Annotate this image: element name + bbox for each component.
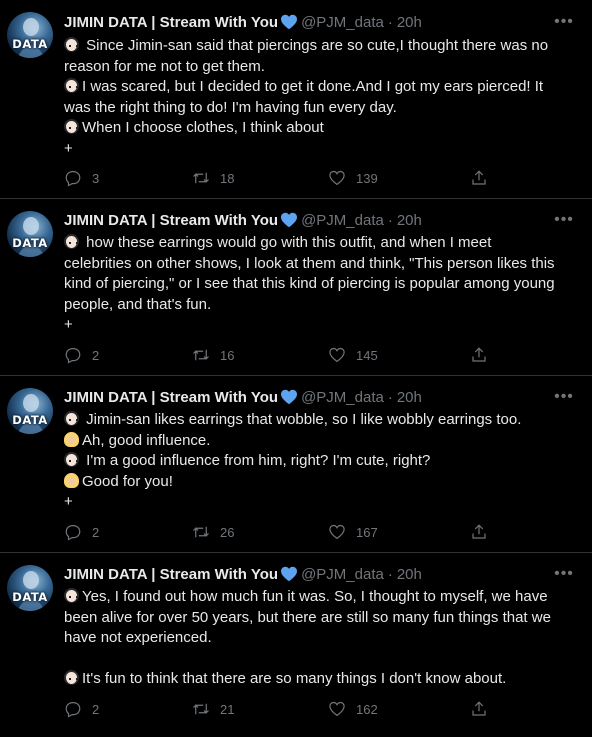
tweet-header [64,564,552,584]
reply-button[interactable] [64,345,99,365]
girl-emoji-icon [64,234,79,249]
text-line: I was scared, but I decided to get it done.And I got my ears pierced! It [64,77,576,98]
avatar[interactable] [7,211,53,257]
avatar-figure-icon [7,12,53,58]
text-line: + [64,139,73,157]
retweet-count: 21 [220,701,235,717]
tweet-actions [64,699,494,719]
timestamp[interactable]: 20h [396,565,422,583]
retweet-icon [192,523,210,541]
tweet[interactable] [0,553,592,737]
tweet-text [64,587,576,690]
reply-count: 3 [92,170,100,186]
reply-button[interactable] [64,522,99,542]
heart-icon [328,523,346,541]
retweet-count: 26 [220,524,235,540]
text-line: people, and that's fun. [64,295,212,313]
author-name[interactable]: JIMIN DATA | Stream With You [64,388,279,406]
like-count: 145 [356,347,378,363]
timestamp[interactable]: 20h [396,388,422,406]
author-handle[interactable]: @PJM_data [301,565,384,583]
text-line: been alive for over 50 years, but there are still so many fun things that we [64,608,551,626]
retweet-count: 18 [220,170,235,186]
like-button[interactable] [328,699,378,719]
author-handle[interactable]: @PJM_data [301,388,384,406]
more-options-icon[interactable]: ••• [554,388,574,405]
girl-emoji-icon [64,588,79,603]
heart-icon [328,346,346,364]
share-icon [470,523,488,541]
more-options-icon[interactable]: ••• [554,13,574,30]
retweet-icon [192,346,210,364]
retweet-button[interactable] [192,522,234,542]
author-name[interactable]: JIMIN DATA | Stream With You [64,565,279,583]
text-line [64,649,576,670]
tweet[interactable] [0,0,592,199]
girl-emoji-icon [64,452,79,467]
tweet-text [64,36,576,159]
girl-emoji-icon [64,411,79,426]
timestamp[interactable]: 20h [396,13,422,31]
text-line: I'm a good influence from him, right? I'm cute, right? [64,451,576,472]
share-icon [470,169,488,187]
tweet-header [64,387,552,407]
avatar-label: DATA [12,413,48,427]
text-line: reason for me not to get them. [64,57,265,75]
tweet-header [64,210,552,230]
reply-button[interactable] [64,699,99,719]
avatar-label: DATA [12,236,48,250]
text-line: + [64,493,73,510]
reply-icon [64,523,82,541]
author-handle[interactable]: @PJM_data [301,211,384,229]
share-button[interactable] [470,699,488,719]
tweet-text [64,410,576,513]
girl-emoji-icon [64,78,79,93]
blue-heart-icon [280,212,298,228]
retweet-icon [192,169,210,187]
text-line: + [64,316,73,333]
reply-count: 2 [92,524,100,540]
text-line: When I choose clothes, I think about [64,118,576,139]
like-button[interactable] [328,522,378,542]
reply-count: 2 [92,347,100,363]
text-line: how these earrings would go with this outfit, and when I meet [64,233,576,254]
retweet-icon [192,700,210,718]
text-line: kind of piercing," or I see that this kind of piercing is popular among young [64,275,555,292]
text-line: Since Jimin-san said that piercings are so cute,I thought there was no [64,36,576,57]
share-button[interactable] [470,522,488,542]
separator: · [387,13,393,31]
blue-heart-icon [280,389,298,405]
heart-icon [328,700,346,718]
like-count: 162 [356,701,378,717]
avatar-figure-icon [7,211,53,257]
separator: · [387,388,393,406]
share-icon [470,700,488,718]
tweet-header [64,12,552,32]
tweet-text [64,233,576,336]
text-line: Jimin-san likes earrings that wobble, so I like wobbly earrings too. [64,410,576,431]
text-line: Ah, good influence. [64,431,576,452]
like-button[interactable] [328,168,378,188]
more-options-icon[interactable]: ••• [554,211,574,228]
avatar-figure-icon [7,565,53,611]
avatar[interactable] [7,12,53,58]
text-line: It's fun to think that there are so many things I don't know about. [64,669,576,690]
tweet-actions [64,168,494,188]
girl-emoji-icon [64,119,79,134]
share-button[interactable] [470,345,488,365]
author-name[interactable]: JIMIN DATA | Stream With You [64,211,279,229]
heart-icon [328,169,346,187]
retweet-button[interactable] [192,345,234,365]
retweet-button[interactable] [192,168,234,188]
reply-count: 2 [92,701,100,717]
share-button[interactable] [470,168,488,188]
avatar-label: DATA [12,37,48,51]
tweet[interactable] [0,376,592,553]
avatar-label: DATA [12,590,48,604]
reply-icon [64,700,82,718]
text-line: Good for you! [64,472,576,493]
like-count: 167 [356,524,378,540]
text-line: Yes, I found out how much fun it was. So, I thought to myself, we have [64,587,576,608]
girl-emoji-icon [64,670,79,685]
like-count: 139 [356,170,378,186]
reply-button[interactable] [64,168,99,188]
avatar-figure-icon [7,388,53,434]
more-options-icon[interactable]: ••• [554,565,574,582]
separator: · [387,565,393,583]
blonde-person-emoji-icon [64,473,79,488]
blonde-person-emoji-icon [64,432,79,447]
author-name[interactable]: JIMIN DATA | Stream With You [64,13,279,31]
reply-icon [64,169,82,187]
text-line: celebrities on other shows, I look at them and think, "This person likes this [64,254,555,272]
tweet-actions [64,345,494,365]
avatar[interactable] [7,388,53,434]
author-handle[interactable]: @PJM_data [301,13,384,31]
avatar[interactable] [7,565,53,611]
retweet-count: 16 [220,347,235,363]
blue-heart-icon [280,14,298,30]
tweet-actions [64,522,494,542]
share-icon [470,346,488,364]
separator: · [387,211,393,229]
tweet[interactable] [0,199,592,376]
retweet-button[interactable] [192,699,234,719]
timestamp[interactable]: 20h [396,211,422,229]
blue-heart-icon [280,566,298,582]
girl-emoji-icon [64,37,79,52]
reply-icon [64,346,82,364]
text-line: was the right thing to do! I'm having fun every day. [64,98,397,116]
text-line: have not experienced. [64,629,212,646]
like-button[interactable] [328,345,378,365]
